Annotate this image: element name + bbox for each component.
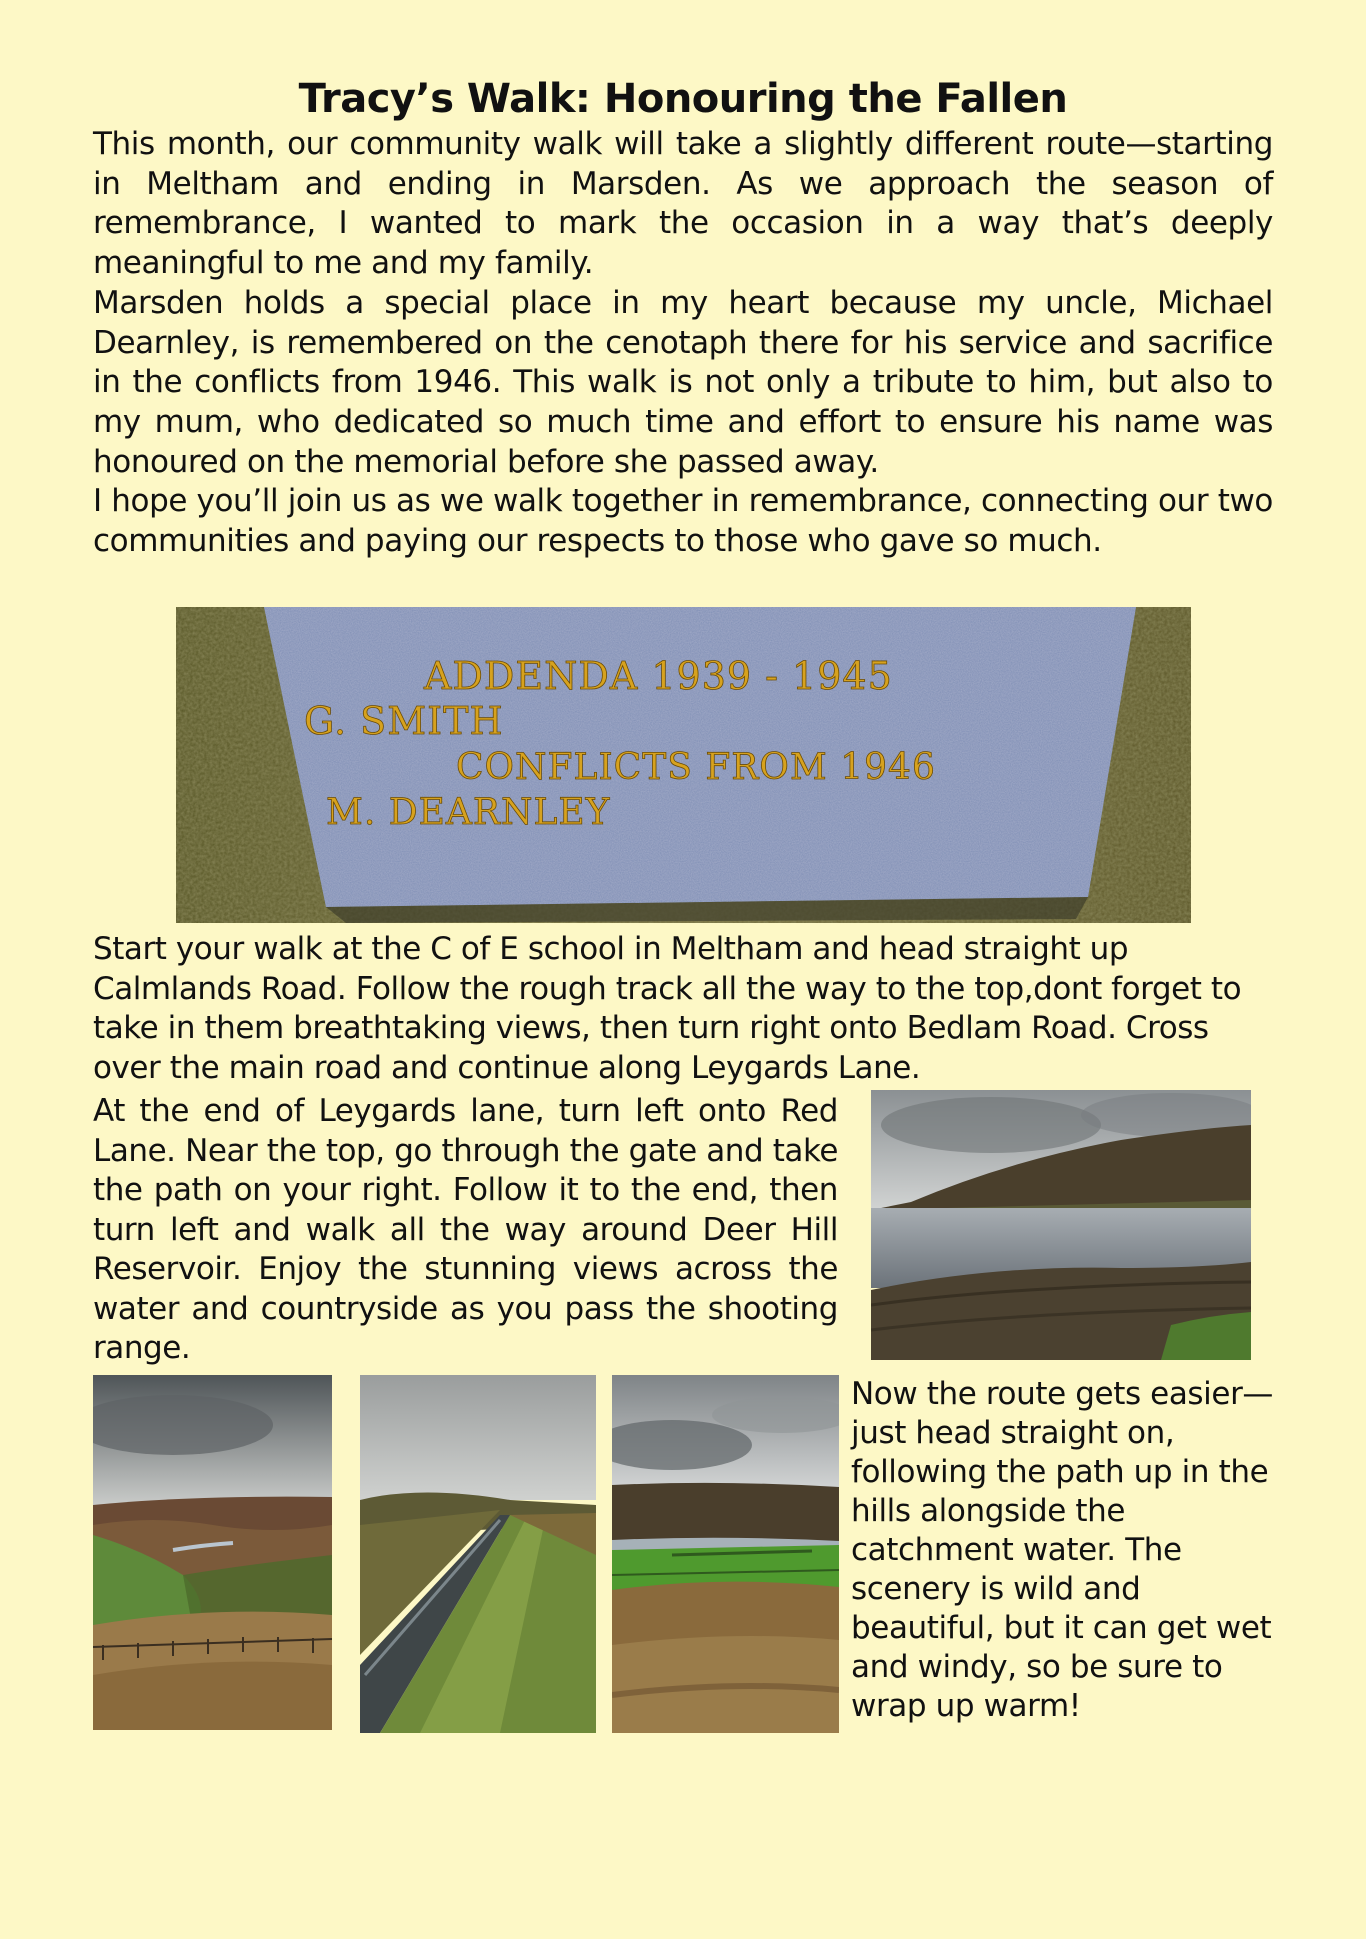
moorland-valley-photo bbox=[93, 1375, 332, 1730]
route-paragraph: Start your walk at the C of E school in Meltham and head straight up Calmlands Road. Follow the rough track all the way to the top,dont forget to take in them breathtaking views, then turn right onto Bedlam Road. Cross over the main road and continue along Leygards Lane. bbox=[93, 931, 1242, 1086]
plaque-line: M. DEARNLEY bbox=[326, 792, 611, 833]
hillside-fields-photo bbox=[612, 1375, 839, 1733]
intro-text bbox=[93, 125, 1273, 562]
memorial-plaque-image bbox=[176, 607, 1191, 923]
reservoir-photo bbox=[871, 1090, 1251, 1360]
route-paragraph: Now the route gets easier—just head straight on, following the path up in the hills alongside the catchment water. The scenery is wild and beautiful, but it can get wet and windy, so be sure to wrap up warm! bbox=[851, 1376, 1274, 1724]
intro-paragraph: I hope you’ll join us as we walk together in remembrance, connecting our two communities and paying our respects to those who gave so much. bbox=[93, 483, 1273, 560]
memorial-plaque-photo bbox=[176, 607, 1191, 923]
plaque-line: G. SMITH bbox=[304, 699, 504, 743]
intro-paragraph: This month, our community walk will take a slightly different route—starting in Meltham and ending in Marsden. As we approach the season of remembrance, I wanted to mark the occasion in a way that’s deeply meaningful to me and my family. bbox=[93, 126, 1273, 282]
intro-paragraph: Marsden holds a special place in my heart because my uncle, Michael Dearnley, is remembered on the cenotaph there for his service and sacrifice in the conflicts from 1946. This walk is not only a tribute to him, but also to my mum, who dedicated so much time and effort to ensure his name was honoured on the memorial before she passed away. bbox=[93, 284, 1273, 480]
article-title: Tracy’s Walk: Honouring the Fallen bbox=[298, 76, 1068, 122]
route-paragraph: At the end of Leygards lane, turn left onto Red Lane. Near the top, go through the gate and take the path on your right. Follow it to the end, then turn left and walk all the way around Deer Hill Reservoir. Enjoy the stunning views across the water and countryside as you pass the shooting range. bbox=[93, 1093, 838, 1366]
plaque-line: ADDENDA 1939 - 1945 bbox=[424, 654, 893, 698]
catchwater-path-photo bbox=[360, 1375, 596, 1733]
plaque-line: CONFLICTS FROM 1946 bbox=[456, 747, 936, 788]
